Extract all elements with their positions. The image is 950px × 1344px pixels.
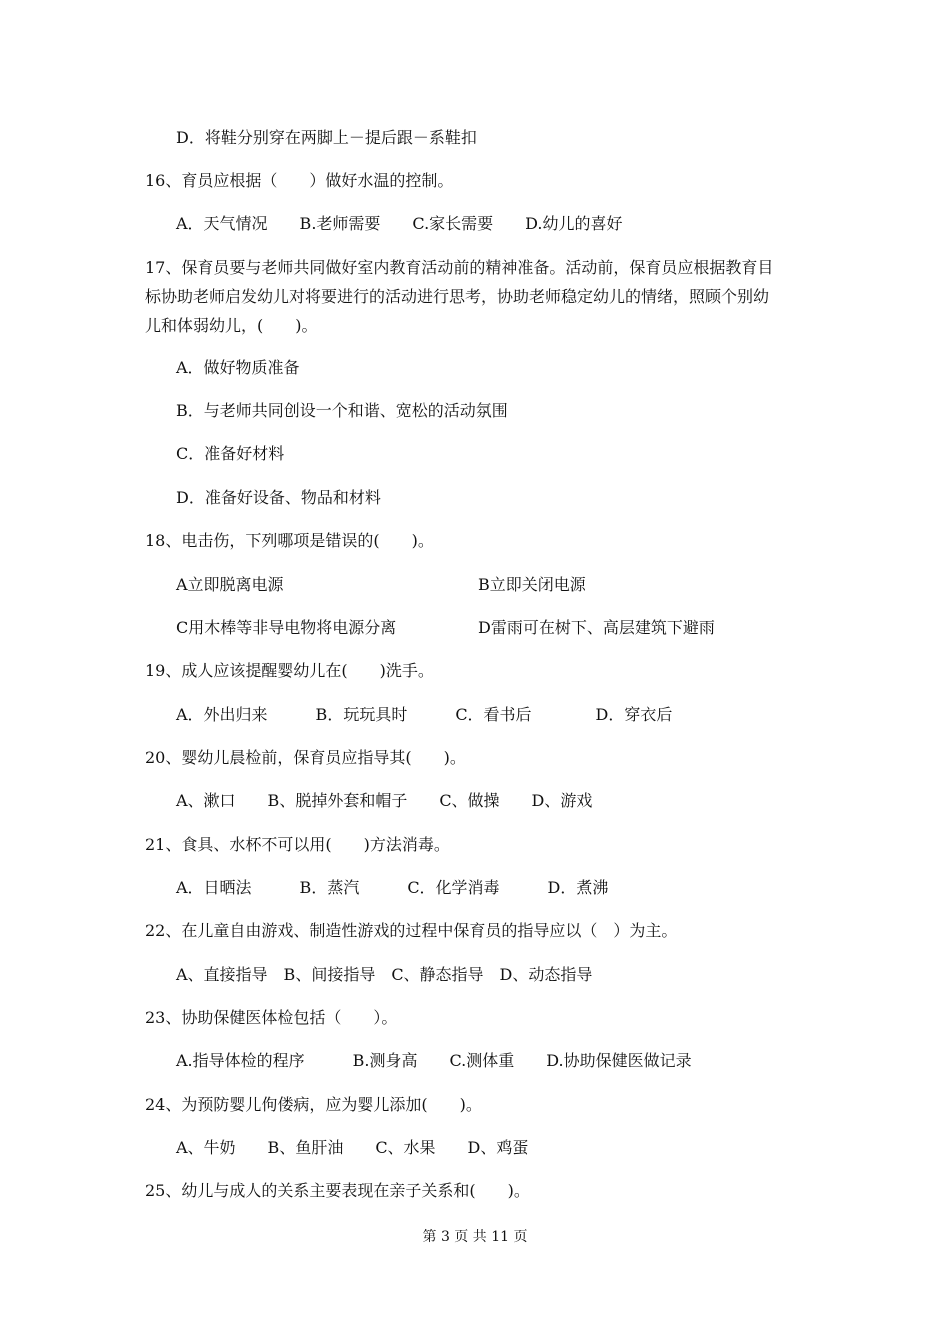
question-21-options: A．日晒法 B．蒸汽 C．化学消毒 D．煮沸 <box>176 878 609 897</box>
question-19: 19、成人应该提醒婴幼儿在( )洗手。 <box>145 661 434 680</box>
question-24-options: A、牛奶 B、鱼肝油 C、水果 D、鸡蛋 <box>176 1138 529 1157</box>
question-24: 24、为预防婴儿佝偻病，应为婴儿添加( )。 <box>145 1095 482 1114</box>
question-20: 20、婴幼儿晨检前，保育员应指导其( )。 <box>145 748 466 767</box>
question-23: 23、协助保健医体检包括（ ）。 <box>145 1008 398 1027</box>
question-18-option-d: D雷雨可在树下、高层建筑下避雨 <box>478 618 715 637</box>
question-17-option-d: D．准备好设备、物品和材料 <box>176 488 381 507</box>
question-17-line-2: 标协助老师启发幼儿对将要进行的活动进行思考，协助老师稳定幼儿的情绪，照顾个别幼 <box>145 287 770 306</box>
question-18-option-a: A立即脱离电源 <box>176 575 284 594</box>
question-19-options: A．外出归来 B．玩玩具时 C．看书后 D．穿衣后 <box>176 705 673 724</box>
question-23-options: A.指导体检的程序 B.测身高 C.测体重 D.协助保健医做记录 <box>176 1051 692 1070</box>
question-17-option-a: A．做好物质准备 <box>176 358 300 377</box>
question-22-options: A、直接指导 B、间接指导 C、静态指导 D、动态指导 <box>176 965 593 984</box>
question-17-line-1: 17、保育员要与老师共同做好室内教育活动前的精神准备。活动前，保育员应根据教育目 <box>145 258 774 277</box>
question-17-option-c: C．准备好材料 <box>176 444 285 463</box>
page-footer: 第 3 页 共 11 页 <box>422 1229 528 1245</box>
question-18-option-c: C用木棒等非导电物将电源分离 <box>176 618 397 637</box>
question-25: 25、幼儿与成人的关系主要表现在亲子关系和( )。 <box>145 1181 530 1200</box>
question-18-option-b: B立即关闭电源 <box>478 575 586 594</box>
question-17-line-3: 儿和体弱幼儿，( )。 <box>145 316 318 335</box>
question-18: 18、电击伤，下列哪项是错误的( )。 <box>145 531 434 550</box>
question-21: 21、食具、水杯不可以用( )方法消毒。 <box>145 835 450 854</box>
question-22: 22、在儿童自由游戏、制造性游戏的过程中保育员的指导应以（ ）为主。 <box>145 921 678 940</box>
question-20-options: A、漱口 B、脱掉外套和帽子 C、做操 D、游戏 <box>176 791 593 810</box>
question-16-options: A．天气情况 B.老师需要 C.家长需要 D.幼儿的喜好 <box>176 214 623 233</box>
q15-option-d: D．将鞋分别穿在两脚上－提后跟－系鞋扣 <box>176 128 477 147</box>
question-16: 16、育员应根据（ ）做好水温的控制。 <box>145 171 454 190</box>
question-17-option-b: B．与老师共同创设一个和谐、宽松的活动氛围 <box>176 401 508 420</box>
